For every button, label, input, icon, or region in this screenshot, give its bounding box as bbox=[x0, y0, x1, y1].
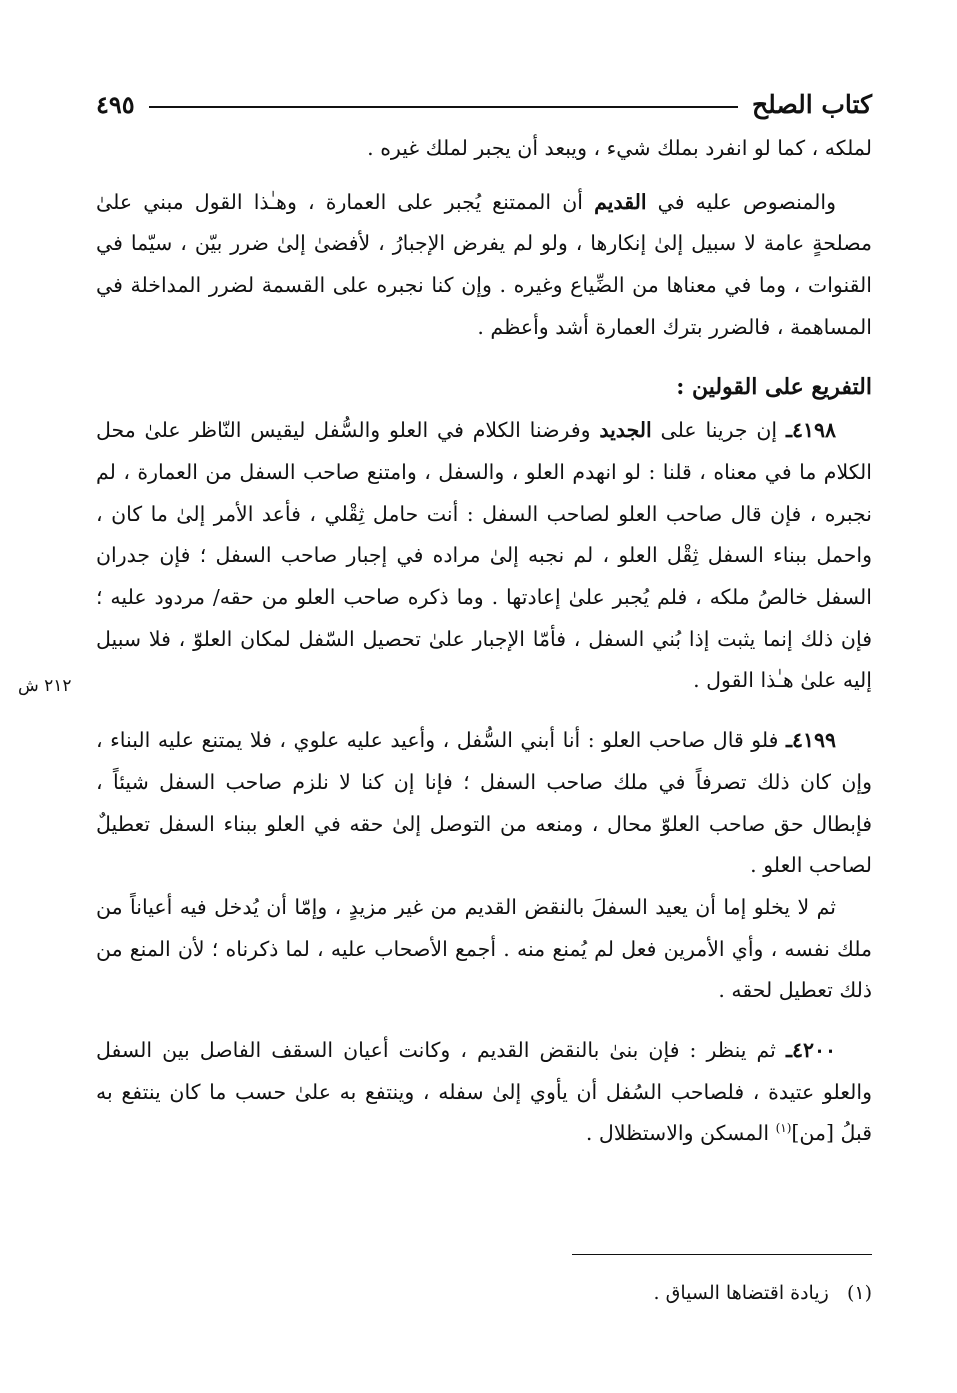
footnote bbox=[372, 1282, 872, 1304]
header-title: كتاب الصلح bbox=[752, 89, 872, 119]
paragraph-4200 bbox=[96, 1030, 872, 1155]
footnote-reference: (١) bbox=[775, 1121, 792, 1136]
paragraph-1: لملكه ، كما لو انفرد بملك شيء ، ويبعد أن يجبر لملك غيره . bbox=[367, 136, 872, 160]
header-rule bbox=[149, 106, 738, 108]
footnote-marker: (١) bbox=[846, 1282, 872, 1304]
keyword-qadim: القديم bbox=[594, 189, 647, 214]
section-heading: التفريع على القولين : bbox=[676, 373, 872, 400]
paragraph-4198 bbox=[96, 410, 872, 702]
page-body bbox=[96, 128, 872, 1155]
paragraph-4198-text-a: إن جرينا على bbox=[651, 418, 786, 443]
paragraph-4199-text: فلو قال صاحب العلو : أنا أبني السُّفل ، وأعيد عليه علوي ، فلا يمتنع عليه البناء ، وإن كان ذلك تصرفاً في ملك صاحب السفل ؛ فإنا إن كنا لا نلزم صاحب السفل شيئاً ، فإبطال حق صاحب العلوّ محال ، ومنعه من التوصل إلىٰ حقه في العلو ببناء السفل تعطيلٌ لصاحب العلو . bbox=[96, 728, 873, 878]
paragraph-2 bbox=[96, 182, 872, 349]
paragraph-number: ٤٢٠٠ـ bbox=[785, 1038, 836, 1063]
paragraph-number: ٤١٩٨ـ bbox=[785, 418, 836, 443]
page-number: ٤٩٥ bbox=[96, 89, 135, 119]
footnote-text: زيادة اقتضاها السياق . bbox=[653, 1282, 829, 1304]
paragraph-continuation: ثم لا يخلو إما أن يعيد السفلَ بالنقض القديم من غير مزيدٍ ، وإمّا أن يُدخل فيه أعياناً من ملك نفسه ، وأي الأمرين فعل لم يُمنع منه . أجمع الأصحاب عليه ، لما ذكرناه ؛ لأن المنع من ذلك تعطيل لحقه . bbox=[96, 894, 872, 1003]
margin-manuscript-note: ٢١٢ ش bbox=[18, 676, 72, 696]
paragraph-2-text-a: والمنصوص عليه في bbox=[646, 189, 836, 214]
paragraph-4199 bbox=[96, 720, 872, 887]
paragraph-4200-text-a: ثم ينظر : فإن بنىٰ بالنقض القديم ، وكانت أعيان السقف الفاصل بين السفل والعلو عتيدة ، فلصاحب السُفل أن يأوي إلىٰ سفله ، وينتفع به علىٰ حسب ما كان ينتفع به قبلُ [من] bbox=[96, 1038, 872, 1146]
paragraph-number: ٤١٩٩ـ bbox=[785, 728, 836, 753]
footnote-rule bbox=[572, 1254, 872, 1255]
paragraph-2-text-b: أن الممتنع يُجبر على العمارة ، وهـٰذا القول مبني علىٰ مصلحةٍ عامة لا سبيل إلىٰ إنكارها ، ولو لم يفرض الإجبارُ ، لأفضىٰ إلىٰ ضرر بيّن ، سيّما في القنوات ، وما في معناها من الضِّياع وغيره . وإن كنا نجبره على القسمة لضرر المداخلة في المساهمة ، فالضرر بترك العمارة أشد وأعظم . bbox=[96, 189, 872, 339]
paragraph-4198-text-b: وفرضنا الكلام في العلو والسُّفل ليقيس النّاظر علىٰ محل الكلام ما في معناه ، قلنا : لو انهدم العلو ، والسفل ، وامتنع صاحب السفل من العمارة ، لم نجبره ، فإن قال صاحب العلو لصاحب السفل : أنت حامل ثِقْلي ، فأعد الأمر إلىٰ ما كان ، واحمل ببناء السفل ثِقْل العلو ، لم نجبه إلىٰ مراده في إجبار صاحب السفل ؛ فإن جدران السفل خالصُ ملكه ، فلم يُجبر علىٰ إعادتها . وما ذكره صاحب العلو من حقه/ مردود عليه ؛ فإن ذلك إنما يثبت إذا بُني السفل ، فأمّا الإجبار علىٰ تحصيل السّفل لمكان العلوّ ، فلا سبيل إليه علىٰ هـٰذا القول . bbox=[96, 418, 872, 693]
keyword-jadid: الجديد bbox=[599, 418, 652, 443]
paragraph-4200-text-b: المسكن والاستظلال . bbox=[585, 1121, 776, 1146]
running-header bbox=[96, 84, 872, 124]
